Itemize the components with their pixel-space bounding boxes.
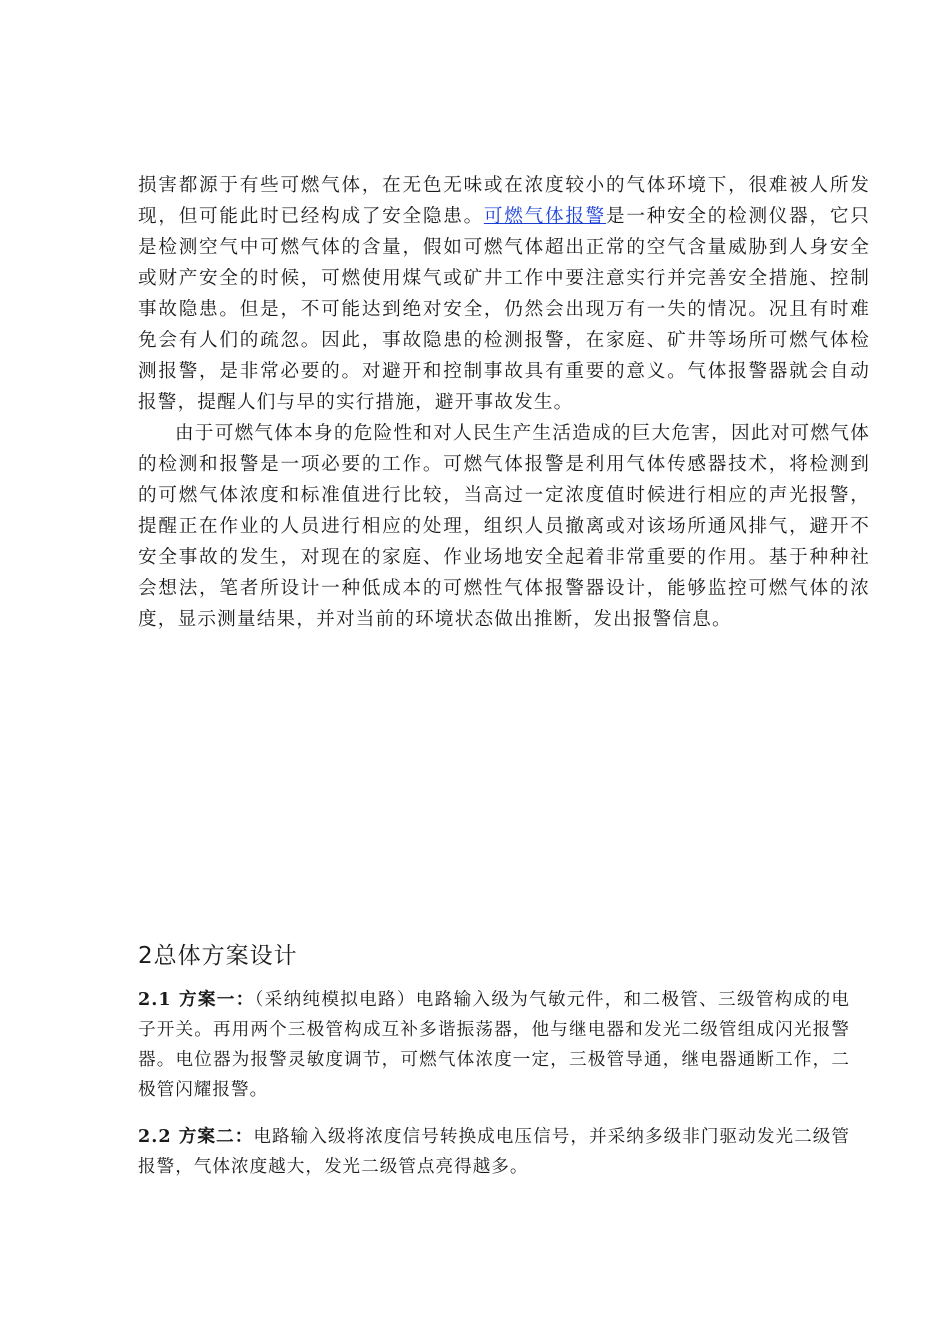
section-heading: 2总体方案设计 [138,943,298,969]
intro-text-part1: 损害都源于有些可燃气体，在无色无味或在浓度较小的气体环境下，很难被人所发现，但可能此时已经构成了安全隐患。 [138,175,870,227]
gas-alarm-link[interactable]: 可燃气体报警 [483,206,607,227]
scheme-two-label: 2.2 方案二： [138,1126,254,1147]
background-paragraph: 由于可燃气体本身的危险性和对人民生产生活造成的巨大危害，因此对可燃气体的检测和报警是一项必要的工作。可燃气体报警是利用气体传感器技术，将检测到的可燃气体浓度和标准值进行比较，当高过一定浓度值时候进行相应的声光报警，提醒正在作业的人员进行相应的处理，组织人员撤离或对该场所通风排气，避开不安全事故的发生，对现在的家庭、作业场地安全起着非常重要的作用。基于种种社会想法，笔者所设计一种低成本的可燃性气体报警器设计，能够监控可燃气体的浓度，显示测量结果，并对当前的环境状态做出推断，发出报警信息。 [138,423,870,630]
intro-paragraph [138,170,870,418]
scheme-one-text: （采纳纯模拟电路）电路输入级为气敏元件，和二极管、三级管构成的电子开关。再用两个三极管构成互补多谐振荡器，他与继电器和发光二级管组成闪光报警器。电位器为报警灵敏度调节，可燃气体浓度一定，三极管导通，继电器通断工作，二极管闪耀报警。 [138,990,850,1100]
scheme-two-paragraph [138,1122,850,1182]
scheme-one-paragraph [138,985,850,1105]
scheme-two-text: 电路输入级将浓度信号转换成电压信号，并采纳多级非门驱动发光二级管报警，气体浓度越大，发光二级管点亮得越多。 [138,1127,850,1177]
scheme-one-label: 2.1 方案一： [138,989,255,1010]
intro-text-part2: 是一种安全的检测仪器，它只是检测空气中可燃气体的含量，假如可燃气体超出正常的空气含量威胁到人身安全或财产安全的时候，可燃使用煤气或矿井工作中要注意实行并完善安全措施、控制事故隐患。但是，不可能达到绝对安全，仍然会出现万有一失的情况。况且有时难免会有人们的疏忽。因此，事故隐患的检测报警，在家庭、矿井等场所可燃气体检测报警，是非常必要的。对避开和控制事故具有重要的意义。气体报警器就会自动报警，提醒人们与早的实行措施，避开事故发生。 [138,206,870,413]
